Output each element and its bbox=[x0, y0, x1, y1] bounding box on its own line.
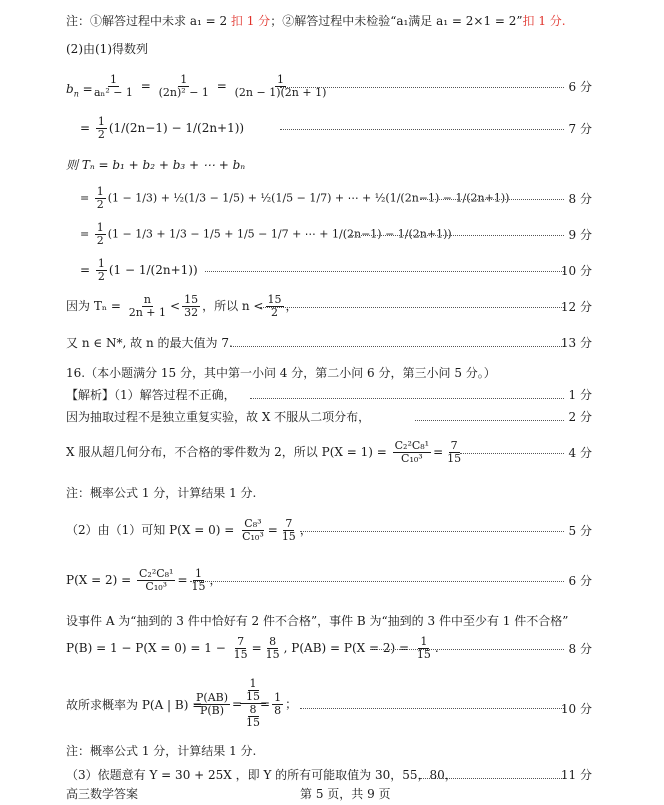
leader-dots bbox=[420, 199, 564, 200]
tn-text: 则 Tₙ = b₁ + b₂ + b₃ + ⋯ + bₙ bbox=[66, 158, 246, 172]
note3-text: 注：概率公式 1 分，计算结果 1 分. bbox=[66, 744, 257, 758]
score-5: 5 分 bbox=[568, 524, 592, 538]
row-12 bbox=[0, 294, 664, 324]
fraction: $\frac{7}{15}$ bbox=[447, 439, 462, 465]
p3-text: （3）依题意有 Y = 30 + 25X ，即 Y 的所有可能取值为 30，55，80， bbox=[66, 768, 457, 782]
deduct-label-1: 扣 1 分 bbox=[230, 14, 271, 28]
part2-heading-text: (2)由(1)得数列 bbox=[66, 42, 148, 56]
row-pb bbox=[0, 636, 664, 666]
because-text: 因为 Tₙ = bbox=[66, 299, 121, 313]
events-text: 设事件 A 为“抽到的 3 件中恰好有 2 件不合格”，事件 B 为“抽到的 3 件中至少有 1 件不合格” bbox=[66, 614, 569, 628]
fraction-half: $\frac{1}{2}$ bbox=[97, 115, 105, 141]
bn-formula: $b_n$ = $\frac{1}{\text{aₙ² − 1}}$ = $\frac{1}{\text{(2n)² − 1}}$ = $\frac{1}{(2n - 1)(2n + 1)}$ 6 分 bbox=[66, 73, 592, 99]
reason-text: 因为抽取过程不是独立重复实验，故 X 不服从二项分布， bbox=[66, 410, 371, 424]
p2-text: （2）由（1）可知 P(X = 0) = bbox=[66, 523, 235, 537]
score-9: 9 分 bbox=[568, 228, 592, 242]
leader-dots bbox=[415, 420, 564, 421]
fraction: $\frac{\text{C₈³}}{\text{C₁₀³}}$ bbox=[242, 517, 264, 543]
leader-dots bbox=[460, 453, 564, 454]
fraction: $\frac{1}{15}$ bbox=[191, 567, 206, 593]
score-4: 4 分 bbox=[568, 446, 592, 460]
row-7: = $\frac{1}{2}$ (1/(2n−1) − 1/(2n+1)) 7 分 bbox=[80, 115, 592, 141]
pb-text: P(B) = 1 − P(X = 0) = 1 − bbox=[66, 641, 226, 655]
fraction: $\frac{\text{C₂²C₈¹}}{\text{C₁₀³}}$ bbox=[139, 567, 174, 593]
fraction: $\frac{15}{2}$ bbox=[267, 293, 282, 319]
lt-symbol: < bbox=[170, 299, 181, 313]
pab-text: , P(AB) = P(X = 2) = bbox=[283, 641, 410, 655]
equals: = bbox=[267, 523, 278, 537]
fraction: $\frac{\text{C₂²C₈¹}}{\text{C₁₀³}}$ bbox=[394, 439, 430, 465]
equals: = bbox=[251, 641, 262, 655]
leader-dots bbox=[280, 87, 564, 88]
expr-r10: (1 − 1/(2n+1)) bbox=[108, 263, 198, 277]
fraction: $\frac{7}{15}$ bbox=[233, 635, 248, 661]
note2-text: 注：概率公式 1 分，计算结果 1 分. bbox=[66, 486, 257, 500]
so-text: ，所以 n < bbox=[202, 299, 264, 313]
leader-dots bbox=[300, 531, 564, 532]
score-11: 11 分 bbox=[560, 768, 592, 782]
comma: ， bbox=[209, 573, 222, 587]
row-px2 bbox=[0, 568, 664, 598]
score-10b: 10 分 bbox=[560, 702, 592, 716]
fraction: $\frac{1}{8}$ bbox=[274, 691, 282, 717]
leader-dots bbox=[300, 708, 564, 709]
q16-text: 16.（本小题满分 15 分，其中第一小问 4 分，第二小问 6 分，第三小问 5 分。） bbox=[66, 366, 496, 380]
score-10: 10 分 bbox=[560, 264, 592, 278]
leader-dots bbox=[205, 271, 564, 272]
fraction: $\frac{P(AB)}{P(B)}$ bbox=[196, 691, 229, 717]
analysis-text: 【解析】（1）解答过程不正确， bbox=[66, 388, 236, 402]
fraction: $\frac{1}{(2n - 1)(2n + 1)}$ bbox=[234, 73, 327, 99]
row-8: = $\frac{1}{2}$ (1 − 1/3) + ½(1/3 − 1/5) + ½(1/5 − 1/7) + ⋯ + ½(1/(2n−1) − 1/(2n+1)) 8 分 bbox=[80, 185, 592, 211]
equals: = bbox=[433, 445, 444, 459]
fraction: $\frac{15}{32}$ bbox=[184, 293, 199, 319]
footer-page: 第 5 页，共 9 页 bbox=[300, 787, 391, 801]
semicolon: ； bbox=[285, 697, 298, 711]
hyper-text: X 服从超几何分布，不合格的零件数为 2，所以 P(X = 1) = bbox=[66, 445, 387, 459]
equals: = bbox=[177, 573, 188, 587]
score-8b: 8 分 bbox=[568, 642, 592, 656]
row-final bbox=[0, 678, 664, 736]
fraction: $\frac{8}{15}$ bbox=[265, 635, 280, 661]
leader-dots bbox=[250, 398, 564, 399]
fraction: $\frac{1}{\text{aₙ² − 1}}$ bbox=[94, 73, 133, 99]
fraction: $\frac{1}{15}$ bbox=[416, 635, 431, 661]
leader-dots bbox=[420, 778, 564, 779]
score-6: 6 分 bbox=[568, 80, 592, 94]
deduct-label-2: 扣 1 分. bbox=[522, 14, 566, 28]
row-10: = $\frac{1}{2}$ (1 − 1/(2n+1)) 10 分 bbox=[80, 257, 592, 283]
leader-dots bbox=[260, 307, 564, 308]
note-prefix: 注：①解答过程中未求 a₁ = 2 bbox=[66, 14, 231, 28]
comma: ， bbox=[299, 523, 312, 537]
footer-left: 高三数学答案 bbox=[66, 787, 139, 801]
equals: = bbox=[232, 697, 243, 711]
note-middle: ；②解答过程中未检验“a₁满足 a₁ = 2×1 = 2” bbox=[270, 14, 523, 28]
dot: . bbox=[434, 641, 439, 655]
fraction-half: $\frac{1}{2}$ bbox=[97, 257, 105, 283]
score-12: 12 分 bbox=[560, 300, 592, 314]
row-p2 bbox=[0, 518, 664, 548]
fraction-half: $\frac{1}{2}$ bbox=[96, 185, 104, 211]
score-1: 1 分 bbox=[568, 388, 592, 402]
row-hyper bbox=[0, 440, 664, 470]
compound-fraction: $\frac{\frac{1}{15}}{\frac{8}{15}}$ bbox=[240, 678, 266, 729]
leader-dots bbox=[350, 235, 564, 236]
score-7: 7 分 bbox=[568, 122, 592, 136]
expr-r9: (1 − 1/3 + 1/3 − 1/5 + 1/5 − 1/7 + ⋯ + 1/(2n−1) − 1/(2n+1)) bbox=[107, 227, 452, 241]
final-text: 故所求概率为 P(A | B) = bbox=[66, 698, 203, 712]
score-6b: 6 分 bbox=[568, 574, 592, 588]
expr-r8: (1 − 1/3) + ½(1/3 − 1/5) + ½(1/5 − 1/7) + ⋯ + ½(1/(2n−1) − 1/(2n+1)) bbox=[107, 191, 510, 205]
leader-dots bbox=[370, 649, 564, 650]
score-13: 13 分 bbox=[560, 336, 592, 350]
comma: ， bbox=[285, 299, 298, 313]
leader-dots bbox=[190, 581, 564, 582]
also-text: 又 n ∈ N*, 故 n 的最大值为 7. bbox=[66, 336, 233, 350]
leader-dots bbox=[280, 129, 564, 130]
row-9: = $\frac{1}{2}$ (1 − 1/3 + 1/3 − 1/5 + 1/5 − 1/7 + ⋯ + 1/(2n−1) − 1/(2n+1)) 9 分 bbox=[80, 221, 592, 247]
fraction: $\frac{1}{\text{(2n)² − 1}}$ bbox=[158, 73, 209, 99]
score-2: 2 分 bbox=[568, 410, 592, 424]
score-8: 8 分 bbox=[568, 192, 592, 206]
fraction: $\frac{7}{15}$ bbox=[281, 517, 296, 543]
px2-text: P(X = 2) = bbox=[66, 573, 132, 587]
equals: = bbox=[260, 697, 271, 711]
fraction: $\frac{n}{2n + 1}$ bbox=[128, 293, 167, 319]
expr-r7: (1/(2n−1) − 1/(2n+1)) bbox=[108, 121, 245, 135]
fraction-half: $\frac{1}{2}$ bbox=[96, 221, 104, 247]
leader-dots bbox=[230, 346, 564, 347]
